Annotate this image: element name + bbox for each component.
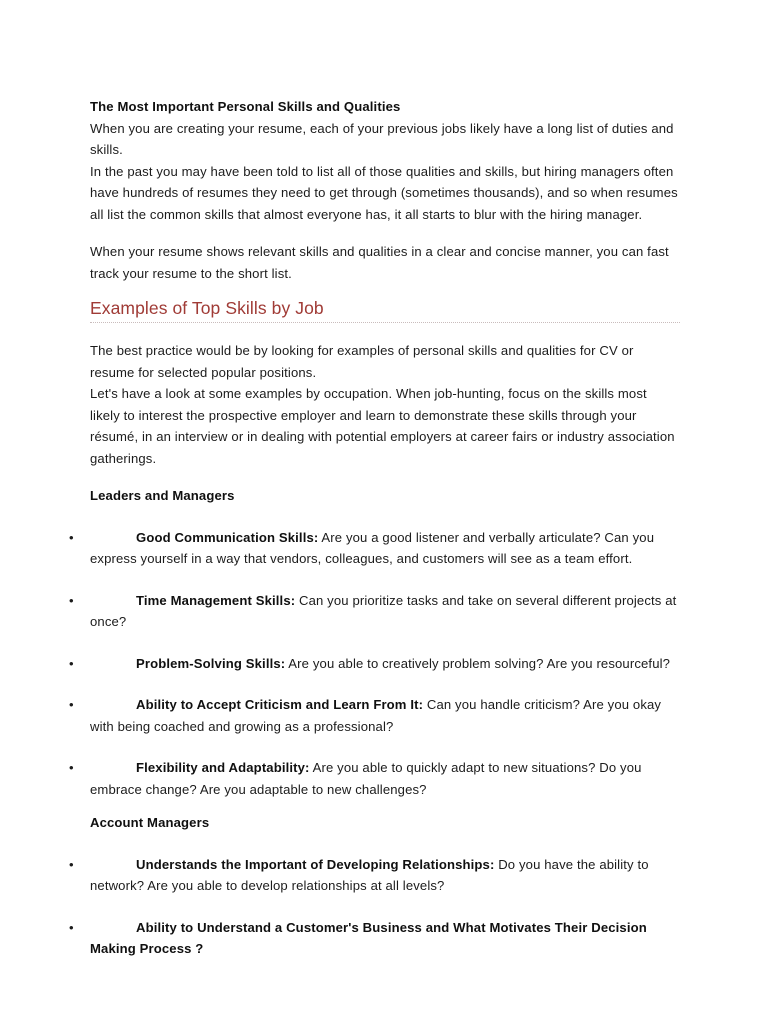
bullet-icon: •	[69, 592, 74, 608]
spacer	[90, 225, 680, 241]
group-heading-leaders-and-managers: Leaders and Managers	[90, 488, 235, 503]
list-item	[69, 854, 680, 897]
document-title: The Most Important Personal Skills and Qualities	[90, 99, 401, 114]
list-item	[69, 694, 680, 737]
section-heading: Examples of Top Skills by Job	[90, 298, 324, 318]
list-item-text: Are you able to quickly adapt to new situations? Do you embrace change? Are you adaptable to new challenges?	[90, 760, 642, 797]
spacer	[90, 324, 680, 340]
body-paragraph-1: The best practice would be by looking for examples of personal skills and qualities for CV or resume for selected popular positions.	[90, 343, 634, 380]
list-item	[69, 527, 680, 570]
list-item-lead: Ability to Accept Criticism and Learn From It:	[136, 697, 424, 712]
body-paragraph-2: Let's have a look at some examples by occupation. When job-hunting, focus on the skills most likely to interest the prospective employer and learn to demonstrate these skills through your résumé, in an interview or in dealing with potential employers at career fairs or industry association gatherings.	[90, 386, 675, 466]
list-item-text: Are you a good listener and verbally articulate? Can you express yourself in a way that vendors, colleagues, and customers will see as a team effort.	[90, 529, 655, 566]
list-item-text: Do you have the ability to network? Are you able to develop relationships at all levels?	[90, 856, 649, 893]
list-item	[69, 917, 680, 960]
intro-paragraph-3: When your resume shows relevant skills and qualities in a clear and concise manner, you can fast track your resume to the short list.	[90, 244, 669, 281]
list-item-lead: Time Management Skills:	[136, 592, 296, 608]
spacer	[90, 507, 680, 527]
intro-paragraph-2: In the past you may have been told to list all of those qualities and skills, but hiring managers often have hundreds of resumes they need to get through (sometimes thousands), and so when resumes all list the common skills that almost everyone has, it all starts to blur with the hiring manager.	[90, 163, 678, 222]
bullet-icon: •	[69, 697, 74, 712]
group-heading-account-managers: Account Managers	[90, 815, 210, 830]
bullet-icon: •	[69, 655, 74, 671]
list-item	[69, 653, 680, 675]
list-item-lead: Good Communication Skills:	[136, 529, 319, 545]
spacer	[90, 834, 680, 854]
bullet-icon: •	[69, 529, 74, 545]
list-item	[69, 757, 680, 800]
document-body	[69, 96, 680, 960]
list-item-lead: Ability to Understand a Customer's Business and What Motivates Their Decision Making Process ?	[90, 919, 647, 956]
list-item	[69, 590, 680, 633]
bullet-icon: •	[69, 919, 74, 935]
list-item-text: Can you handle criticism? Are you okay with being coached and growing as a professional?	[90, 697, 662, 734]
list-item-lead: Problem-Solving Skills:	[136, 655, 286, 671]
spacer	[90, 469, 680, 485]
list-item-text: Can you prioritize tasks and take on several different projects at once?	[90, 592, 677, 629]
spacer	[90, 284, 680, 296]
bullet-icon: •	[69, 760, 74, 775]
skills-list-account-managers	[69, 854, 680, 960]
list-item-lead: Understands the Important of Developing Relationships:	[136, 856, 495, 872]
list-item-text: Are you able to creatively problem solving? Are you resourceful?	[285, 655, 671, 671]
intro-paragraph-1: When you are creating your resume, each of your previous jobs likely have a long list of duties and skills.	[90, 120, 674, 157]
list-item-lead: Flexibility and Adaptability:	[136, 760, 310, 775]
spacer	[90, 800, 680, 812]
skills-list-leaders-and-managers	[69, 527, 680, 801]
bullet-icon: •	[69, 856, 74, 872]
